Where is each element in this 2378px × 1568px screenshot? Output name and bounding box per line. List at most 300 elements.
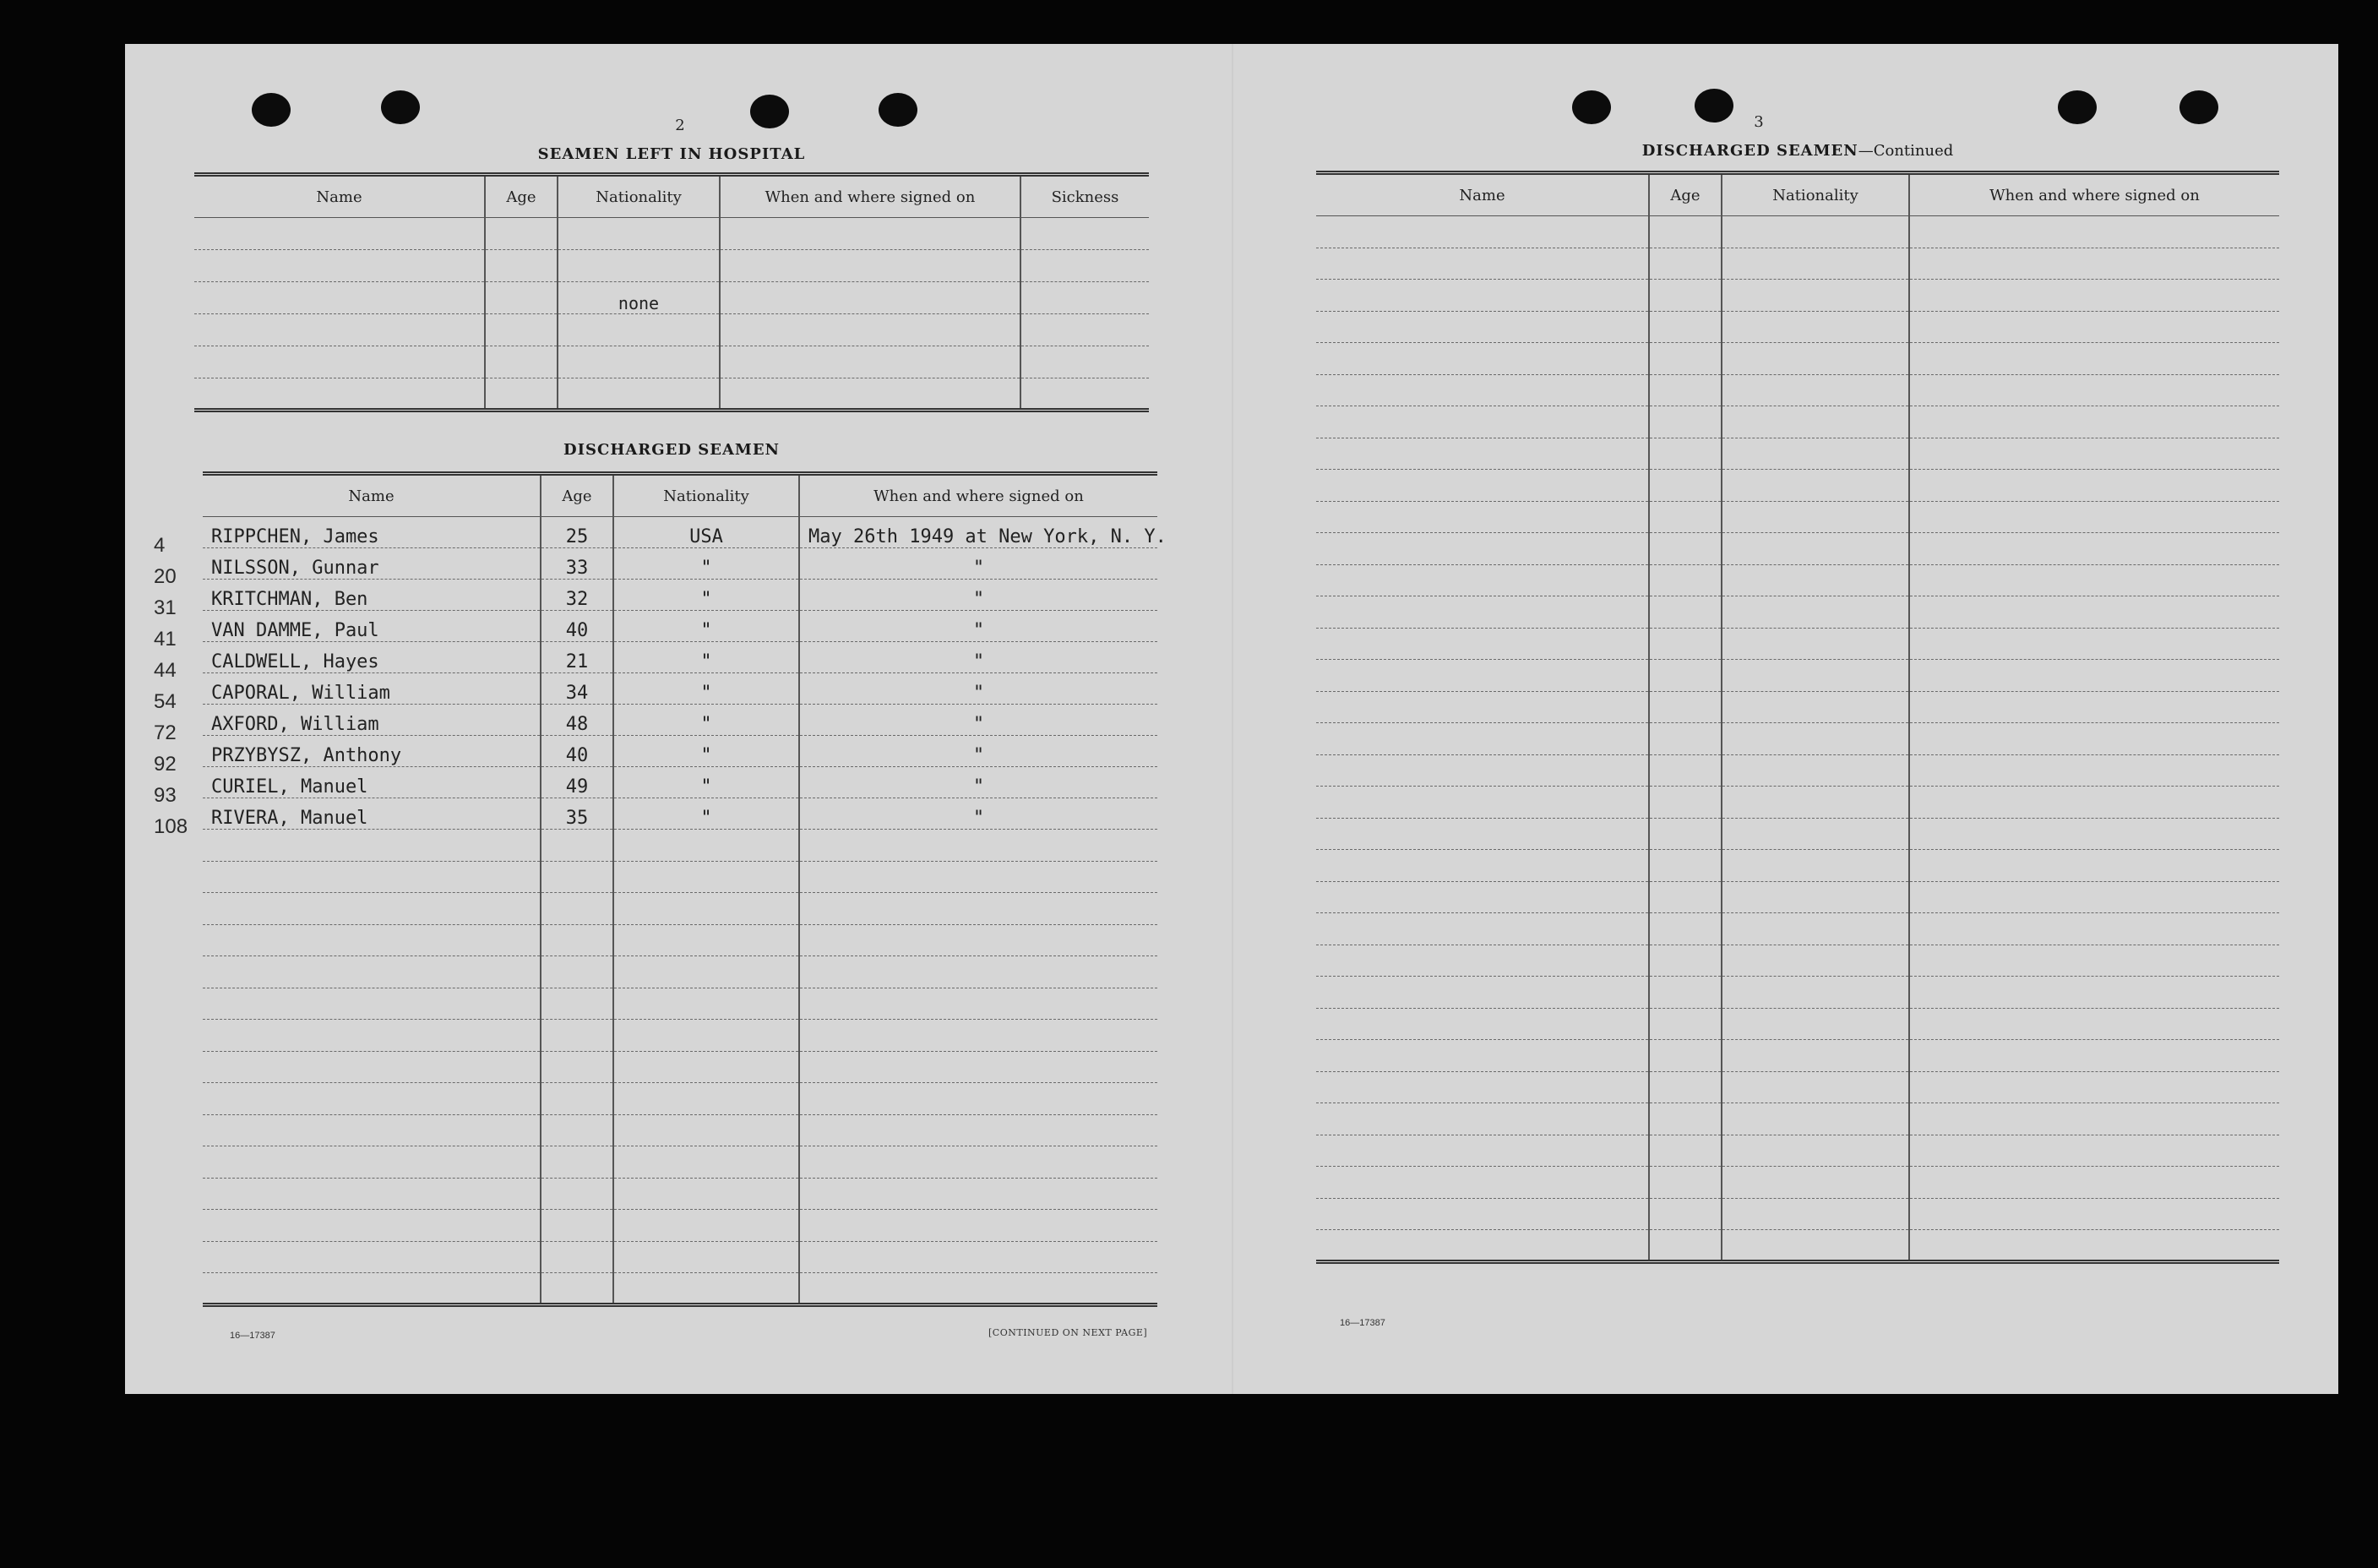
blank-cell [1649,881,1722,913]
column-header-age: Age [485,175,558,218]
blank-cell [613,1273,799,1305]
blank-table-row [1316,1198,2279,1230]
blank-table-row [1316,723,2279,755]
blank-cell [1722,596,1909,629]
table-row [203,798,1157,830]
blank-cell [541,1114,613,1146]
blank-cell [613,956,799,988]
blank-cell [1909,564,2279,596]
blank-cell [1722,311,1909,343]
blank-cell [1909,501,2279,533]
blank-table-row [1316,374,2279,406]
seaman-nationality: " [613,798,799,830]
seaman-nationality: " [613,767,799,798]
blank-cell [1649,945,1722,977]
column-header-name: Name [194,175,485,218]
blank-table-row [1316,470,2279,502]
column-header-age: Age [541,474,613,517]
blank-cell [203,830,541,862]
table-row [203,736,1157,767]
blank-cell [1649,596,1722,629]
seaman-nationality: " [613,705,799,736]
blank-cell [799,1178,1157,1210]
blank-cell [1909,1103,2279,1135]
seaman-nationality: " [613,580,799,611]
seaman-age: 32 [541,580,613,611]
blank-table-row [1316,628,2279,660]
right-page [1232,44,2338,1394]
blank-cell [1909,596,2279,629]
left-page [125,44,1232,1394]
blank-cell [203,988,541,1020]
blank-table-row [203,1051,1157,1083]
scanned-crew-list-spread [125,44,2338,1394]
blank-cell [203,1178,541,1210]
blank-table-row [203,1178,1157,1210]
row-number: 108 [154,815,188,838]
blank-cell [1909,374,2279,406]
blank-cell [203,1114,541,1146]
blank-cell [1316,1040,1649,1072]
blank-cell [1316,374,1649,406]
blank-cell [1909,406,2279,438]
blank-table-row [203,988,1157,1020]
blank-cell [1722,501,1909,533]
blank-cell [1649,1071,1722,1103]
blank-cell [1316,850,1649,882]
blank-table-row [1316,533,2279,565]
blank-cell [203,1083,541,1115]
blank-cell [1316,1198,1649,1230]
blank-cell [541,956,613,988]
blank-cell [613,1146,799,1179]
table-row [203,767,1157,798]
blank-cell [1316,438,1649,470]
table-row [194,378,1149,411]
blank-table-row [203,1210,1157,1242]
blank-cell [1909,723,2279,755]
blank-cell [1722,1167,1909,1199]
blank-cell [541,924,613,956]
seaman-name: KRITCHMAN, Ben [203,580,541,611]
blank-cell [1909,1040,2279,1072]
blank-cell [541,830,613,862]
discharged-continued-table [1316,171,2279,1264]
blank-cell [1649,660,1722,692]
blank-cell [1316,723,1649,755]
blank-cell [613,1241,799,1273]
blank-cell [1909,818,2279,850]
blank-cell [1909,628,2279,660]
seaman-name: PRZYBYSZ, Anthony [203,736,541,767]
blank-cell [541,1083,613,1115]
blank-cell [799,1210,1157,1242]
seaman-name: RIPPCHEN, James [203,517,541,548]
blank-cell [1909,787,2279,819]
blank-table-row [1316,501,2279,533]
seaman-age: 40 [541,611,613,642]
form-number: 16—17387 [230,1331,275,1341]
blank-cell [1909,1167,2279,1199]
blank-cell [1722,438,1909,470]
blank-cell [1316,818,1649,850]
blank-cell [1649,374,1722,406]
table-row [203,705,1157,736]
blank-cell [541,861,613,893]
blank-table-row [203,1083,1157,1115]
continued-note: [CONTINUED ON NEXT PAGE] [988,1327,1148,1338]
blank-cell [1649,406,1722,438]
blank-cell [1649,1230,1722,1262]
table-row [203,580,1157,611]
blank-cell [1909,216,2279,248]
blank-cell [1316,1135,1649,1167]
blank-table-row [1316,1103,2279,1135]
discharged-header-row [203,474,1157,517]
seaman-nationality: " [613,548,799,580]
blank-table-row [203,861,1157,893]
blank-table-row [1316,1071,2279,1103]
blank-cell [1649,913,1722,945]
blank-cell [541,1020,613,1052]
row-number: 72 [154,721,177,744]
blank-cell [1909,311,2279,343]
blank-table-row [1316,945,2279,977]
blank-cell [1722,216,1909,248]
blank-cell [1649,533,1722,565]
blank-cell [1649,564,1722,596]
row-number: 93 [154,784,177,807]
blank-table-row [203,893,1157,925]
blank-table-row [1316,1040,2279,1072]
blank-cell [1722,1198,1909,1230]
blank-table-row [203,956,1157,988]
blank-cell [1316,977,1649,1009]
blank-cell [1722,850,1909,882]
blank-table-row [1316,216,2279,248]
discharged-table-body [203,517,1167,1305]
seaman-age: 40 [541,736,613,767]
blank-cell [1722,470,1909,502]
seaman-signed-on: " [799,705,1157,736]
blank-cell [1316,311,1649,343]
blank-cell [1722,1040,1909,1072]
blank-cell [203,956,541,988]
blank-cell [1316,564,1649,596]
blank-cell [1722,660,1909,692]
blank-cell [1649,1198,1722,1230]
seaman-name: CURIEL, Manuel [203,767,541,798]
blank-cell [541,1210,613,1242]
blank-cell [1649,1008,1722,1040]
blank-cell [1722,280,1909,312]
seaman-name: RIVERA, Manuel [203,798,541,830]
blank-cell [1316,691,1649,723]
blank-table-row [203,1146,1157,1179]
seaman-age: 25 [541,517,613,548]
blank-table-row [203,924,1157,956]
blank-table-row [1316,280,2279,312]
blank-table-row [1316,1135,2279,1167]
page-number: 3 [1754,113,1764,131]
blank-cell [1909,754,2279,787]
seaman-age: 33 [541,548,613,580]
blank-cell [1649,754,1722,787]
blank-cell [799,1241,1157,1273]
column-header-sickness: Sickness [1020,175,1149,218]
table-row [203,611,1157,642]
blank-cell [1316,913,1649,945]
blank-cell [613,1083,799,1115]
seaman-signed-on: " [799,611,1157,642]
blank-cell [1316,596,1649,629]
blank-cell [1649,850,1722,882]
blank-cell [1722,818,1909,850]
blank-table-row [1316,881,2279,913]
hospital-section-title: SEAMEN LEFT IN HOSPITAL [537,145,806,163]
discharged-table [203,471,1167,1307]
blank-cell [1722,248,1909,280]
blank-cell [541,1273,613,1305]
blank-cell [1316,343,1649,375]
blank-cell [799,1146,1157,1179]
seaman-age: 34 [541,673,613,705]
blank-cell [1909,343,2279,375]
seaman-name: NILSSON, Gunnar [203,548,541,580]
blank-cell [1316,1008,1649,1040]
seaman-nationality: " [613,673,799,705]
blank-table-row [1316,913,2279,945]
blank-cell [203,1146,541,1179]
blank-table-row [1316,406,2279,438]
blank-cell [203,924,541,956]
seaman-name: CALDWELL, Hayes [203,642,541,673]
blank-cell [1649,818,1722,850]
column-header-signed-on: When and where signed on [799,474,1157,517]
blank-cell [541,1051,613,1083]
blank-cell [1909,1135,2279,1167]
blank-cell [613,1114,799,1146]
blank-cell [1909,1071,2279,1103]
seaman-nationality: " [613,611,799,642]
seaman-nationality: " [613,642,799,673]
blank-cell [799,1114,1157,1146]
seaman-signed-on: " [799,642,1157,673]
blank-cell [1909,977,2279,1009]
blank-table-row [1316,248,2279,280]
blank-table-row [1316,1008,2279,1040]
blank-table-row [1316,754,2279,787]
blank-cell [1909,280,2279,312]
blank-cell [1722,977,1909,1009]
blank-cell [1909,945,2279,977]
blank-table-row [1316,977,2279,1009]
seaman-nationality: " [613,736,799,767]
blank-cell [203,893,541,925]
blank-cell [1649,343,1722,375]
seaman-age: 49 [541,767,613,798]
blank-cell [1909,1198,2279,1230]
blank-cell [203,1273,541,1305]
blank-cell [1722,343,1909,375]
seaman-age: 35 [541,798,613,830]
blank-table-row [1316,596,2279,629]
blank-cell [1909,470,2279,502]
table-row [194,282,1149,314]
table-row [194,250,1149,282]
table-row [203,673,1157,705]
blank-cell [1722,1135,1909,1167]
column-header-signed-on: When and where signed on [720,175,1020,218]
blank-cell [1649,248,1722,280]
blank-cell [541,893,613,925]
blank-cell [1316,1103,1649,1135]
blank-cell [799,1083,1157,1115]
blank-cell [1722,1008,1909,1040]
blank-table-row [203,1020,1157,1052]
header-row [1316,173,2279,216]
hospital-table [194,172,1149,412]
blank-table-row [1316,787,2279,819]
seaman-signed-on: " [799,798,1157,830]
blank-cell [613,861,799,893]
blank-cell [203,1020,541,1052]
blank-cell [613,1020,799,1052]
table-row [203,548,1157,580]
form-number: 16—17387 [1340,1318,1385,1328]
blank-table-row [1316,660,2279,692]
blank-cell [1649,977,1722,1009]
blank-cell [541,1146,613,1179]
title-text: DISCHARGED SEAMEN [1641,142,1858,160]
blank-table-row [1316,311,2279,343]
blank-cell [1649,1103,1722,1135]
hospital-none-entry: none [558,282,720,314]
seaman-age: 21 [541,642,613,673]
blank-cell [1316,1167,1649,1199]
blank-cell [613,1178,799,1210]
row-number: 20 [154,565,177,588]
blank-cell [1649,1040,1722,1072]
title-suffix: —Continued [1858,142,1954,160]
blank-cell [1316,1071,1649,1103]
blank-cell [799,956,1157,988]
blank-cell [613,1051,799,1083]
hospital-header-row [194,175,1149,218]
table-row [194,218,1149,250]
discharged-section-title: DISCHARGED SEAMEN [563,441,781,459]
blank-cell [799,1051,1157,1083]
blank-cell [799,924,1157,956]
column-header-nationality: Nationality [1722,173,1909,216]
blank-cell [541,1178,613,1210]
blank-cell [1649,280,1722,312]
blank-cell [1909,660,2279,692]
column-header-nationality: Nationality [558,175,720,218]
blank-cell [799,861,1157,893]
blank-cell [613,893,799,925]
page-number: 2 [675,117,685,134]
seaman-signed-on: " [799,767,1157,798]
blank-cell [1722,754,1909,787]
row-number: 41 [154,628,177,651]
blank-cell [1722,406,1909,438]
blank-cell [1316,406,1649,438]
row-number: 92 [154,753,177,776]
blank-cell [203,1241,541,1273]
blank-cell [1316,660,1649,692]
blank-cell [1649,501,1722,533]
row-number: 4 [154,534,166,557]
blank-table-row [203,1241,1157,1273]
blank-cell [1316,216,1649,248]
blank-table-row [203,1273,1157,1305]
blank-table-row [1316,1230,2279,1262]
row-number: 31 [154,596,177,619]
blank-cell [1649,470,1722,502]
blank-cell [1649,216,1722,248]
blank-cell [1722,913,1909,945]
blank-cell [541,1241,613,1273]
table-row [194,314,1149,346]
blank-cell [1722,881,1909,913]
column-header-name: Name [203,474,541,517]
blank-cell [1909,913,2279,945]
blank-cell [1316,470,1649,502]
blank-cell [1909,438,2279,470]
blank-table-row [203,1114,1157,1146]
blank-cell [1909,850,2279,882]
blank-cell [1316,754,1649,787]
blank-cell [203,1051,541,1083]
blank-cell [1909,881,2279,913]
table-row [203,517,1157,548]
blank-cell [1909,1230,2279,1262]
blank-cell [1316,533,1649,565]
blank-cell [1649,691,1722,723]
blank-cell [1909,1008,2279,1040]
blank-cell [1316,501,1649,533]
seaman-age: 48 [541,705,613,736]
blank-cell [799,988,1157,1020]
table-row [203,642,1157,673]
blank-table-row [1316,691,2279,723]
blank-cell [1722,564,1909,596]
blank-cell [1722,1071,1909,1103]
column-header-name: Name [1316,173,1649,216]
blank-cell [1722,374,1909,406]
blank-table-row [203,830,1157,862]
blank-cell [1909,533,2279,565]
blank-table-row [1316,1167,2279,1199]
blank-cell [1649,1135,1722,1167]
blank-table-row [1316,850,2279,882]
blank-cell [1649,438,1722,470]
column-header-nationality: Nationality [613,474,799,517]
blank-cell [799,1020,1157,1052]
blank-cell [1316,248,1649,280]
seaman-nationality: USA [613,517,799,548]
blank-cell [1649,1167,1722,1199]
column-header-age: Age [1649,173,1722,216]
blank-cell [1722,533,1909,565]
seaman-signed-on: " [799,548,1157,580]
discharged-continued-title [1316,142,2279,160]
blank-cell [1649,723,1722,755]
seaman-signed-on: May 26th 1949 at New York, N. Y. [799,517,1157,548]
blank-cell [203,1210,541,1242]
blank-cell [1649,628,1722,660]
